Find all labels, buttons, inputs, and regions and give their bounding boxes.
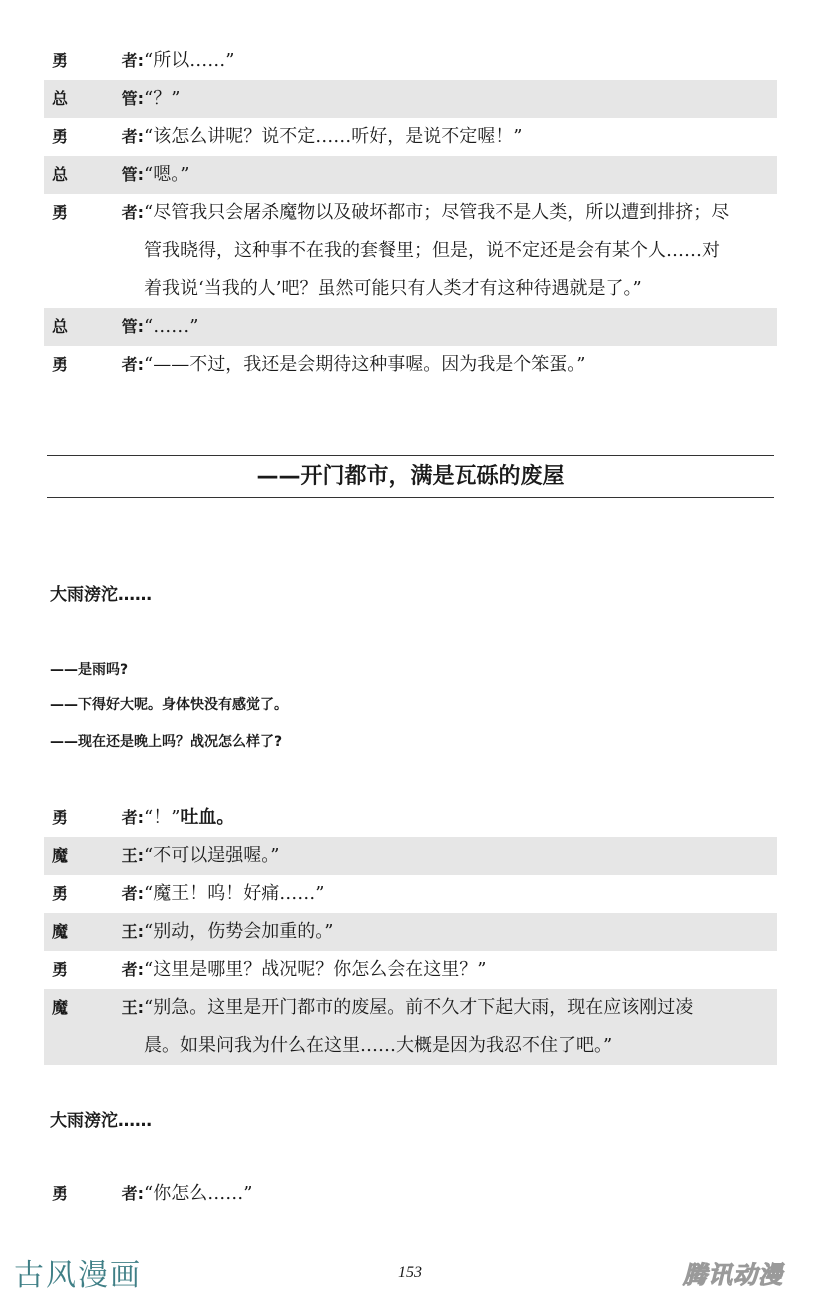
dialogue-text: “——不过，我还是会期待这种事喔。因为我是个笨蛋。” (144, 354, 586, 375)
dialogue-text-line: 晨。如果问我为什么在这里……大概是因为我忍不住了吧。” (144, 1035, 613, 1056)
speaker-label: 勇 者: (52, 355, 144, 374)
heading-rule-bottom (47, 497, 774, 498)
speaker-label: 勇 者: (52, 127, 144, 146)
dialogue-line (44, 156, 777, 194)
speaker-label: 魔 王: (52, 846, 144, 865)
speaker-label: 勇 者: (52, 960, 144, 979)
page-number: 153 (398, 1264, 422, 1281)
dialogue-text-line: “别急。这里是开门都市的废屋。前不久才下起大雨，现在应该刚过凌 (144, 997, 694, 1018)
dialogue-line (44, 80, 777, 118)
speaker-label: 魔 王: (52, 922, 144, 941)
dialogue-line (44, 308, 777, 346)
speaker-label: 勇 者: (52, 203, 144, 222)
inner-thought: ——现在还是晚上吗？战况怎么样了? (50, 734, 283, 750)
dialogue-text (144, 989, 767, 1065)
dialogue-line (44, 989, 777, 1065)
dialogue-text-line: 着我说‘当我的人’吧？虽然可能只有人类才有这种待遇就是了。” (144, 278, 642, 299)
dialogue-text: “魔王！呜！好痛……” (144, 883, 325, 904)
dialogue-text (144, 194, 767, 308)
speaker-label: 魔 王: (52, 998, 144, 1017)
dialogue-section-3 (44, 1175, 777, 1213)
dialogue-line (44, 1175, 777, 1213)
narration: 大雨滂沱…… (50, 1111, 152, 1131)
watermark-logo-left: 古风漫画 (14, 1258, 142, 1293)
speaker-label: 勇 者: (52, 884, 144, 903)
section-heading: ——开门都市，满是瓦砾的废屋 (256, 464, 565, 489)
dialogue-text: “？” (144, 88, 181, 109)
dialogue-quote: “！” (144, 807, 181, 828)
dialogue-text: “该怎么讲呢？说不定……听好，是说不定喔！” (144, 126, 523, 147)
dialogue-text: “所以……” (144, 50, 235, 71)
inner-thought: ——是雨吗? (50, 662, 129, 678)
heading-rule-top (47, 455, 774, 456)
dialogue-text: “不可以逞强喔。” (144, 845, 280, 866)
dialogue-text (144, 799, 767, 837)
speaker-label: 总 管: (52, 317, 144, 336)
dialogue-text: “这里是哪里？战况呢？你怎么会在这里？” (144, 959, 487, 980)
dialogue-text: “嗯。” (144, 164, 190, 185)
dialogue-line (44, 346, 777, 384)
dialogue-line (44, 194, 777, 308)
speaker-label: 勇 者: (52, 51, 144, 70)
dialogue-section-2 (44, 799, 777, 1065)
dialogue-text: “你怎么……” (144, 1183, 253, 1204)
dialogue-text: “别动，伤势会加重的。” (144, 921, 334, 942)
dialogue-line (44, 799, 777, 837)
dialogue-line (44, 913, 777, 951)
inner-thought: ——下得好大呢。身体快没有感觉了。 (50, 697, 288, 713)
dialogue-line (44, 118, 777, 156)
dialogue-text-line: “尽管我只会屠杀魔物以及破坏都市；尽管我不是人类，所以遭到排挤；尽 (144, 202, 730, 223)
dialogue-text-line: 管我晓得，这种事不在我的套餐里；但是，说不定还是会有某个人……对 (144, 240, 720, 261)
dialogue-line (44, 951, 777, 989)
watermark-logo-right: 腾讯动漫 (683, 1261, 783, 1289)
narration: 大雨滂沱…… (50, 585, 152, 605)
dialogue-line (44, 837, 777, 875)
dialogue-line (44, 42, 777, 80)
dialogue-line (44, 875, 777, 913)
speaker-label: 总 管: (52, 89, 144, 108)
speaker-label: 勇 者: (52, 808, 144, 827)
dialogue-text: “……” (144, 316, 199, 337)
speaker-label: 总 管: (52, 165, 144, 184)
speaker-label: 勇 者: (52, 1184, 144, 1203)
dialogue-section-1 (44, 42, 777, 384)
action-text: 吐血。 (180, 807, 235, 828)
